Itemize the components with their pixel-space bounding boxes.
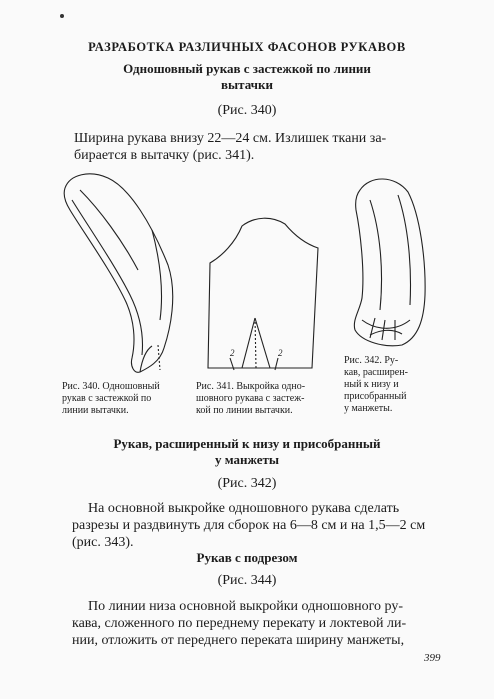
figure-340-caption-line: линии вытачки.: [62, 405, 129, 416]
section2-figure-ref: (Рис. 342): [217, 476, 277, 491]
section3-paragraph-line2: кава, сложенного по переднему перекату и локтевой ли-: [72, 616, 407, 631]
section1-paragraph-line2: бирается в вытачку (рис. 341).: [74, 148, 255, 163]
figure-342-caption-line: присобранный: [344, 391, 407, 402]
figure-341-caption-line: кой по линии вытачки.: [196, 405, 293, 416]
figure-340-caption: [62, 381, 192, 417]
section1-paragraph-line1: Ширина рукава внизу 22—24 см. Излишек ткани за-: [74, 131, 387, 146]
figure-342-caption-line: у манжеты.: [344, 403, 393, 414]
section2-paragraph-line3: (рис. 343).: [72, 535, 134, 550]
figure-342-caption-line: ный к низу и: [344, 379, 399, 390]
figure-342-caption-line: кав, расширен-: [344, 367, 408, 378]
figure-341-caption-line: шовного рукава с застеж-: [196, 393, 305, 404]
figure-342-caption-line: Рис. 342. Ру-: [344, 355, 399, 366]
figure-340-caption-line: Рис. 340. Одношовный: [62, 381, 160, 392]
section1-title-line1: Одношовный рукав с застежкой по линии: [123, 61, 371, 76]
section3-title: Рукав с подрезом: [196, 550, 298, 565]
figure-342-sleeve-drawing: [340, 170, 435, 355]
figure-341-caption: [196, 381, 336, 417]
section3-paragraph-line3: нии, отложить от переднего переката ширину манжеты,: [72, 633, 405, 648]
page-speck: [60, 14, 64, 18]
chapter-heading: РАЗРАБОТКА РАЗЛИЧНЫХ ФАСОНОВ РУКАВОВ: [88, 40, 406, 54]
figure-341-pattern-drawing: [200, 208, 325, 373]
section1-figure-ref: (Рис. 340): [217, 103, 277, 118]
section1-title-line2: вытачки: [220, 77, 273, 92]
figure-342-caption: [344, 355, 464, 415]
figure-341-label: 2: [230, 348, 235, 358]
figure-341-label: 2: [278, 348, 283, 358]
section2-paragraph-line2: разрезы и раздвинуть для сборок на 6—8 см и на 1,5—2 см: [72, 518, 426, 533]
section2-paragraph-line1: На основной выкройке одношовного рукава сделать: [88, 501, 400, 516]
section2-title-line1: Рукав, расширенный к низу и присобранный: [113, 436, 381, 451]
page-number: 399: [424, 652, 441, 664]
section3-paragraph-line1: По линии низа основной выкройки одношовного ру-: [88, 599, 404, 614]
figure-340-sleeve-drawing: [60, 170, 185, 385]
figure-341-caption-line: Рис. 341. Выкройка одно-: [196, 381, 306, 392]
figure-340-caption-line: рукав с застежкой по: [62, 393, 152, 404]
section2-title-line2: у манжеты: [214, 452, 280, 467]
section3-figure-ref: (Рис. 344): [217, 573, 277, 588]
